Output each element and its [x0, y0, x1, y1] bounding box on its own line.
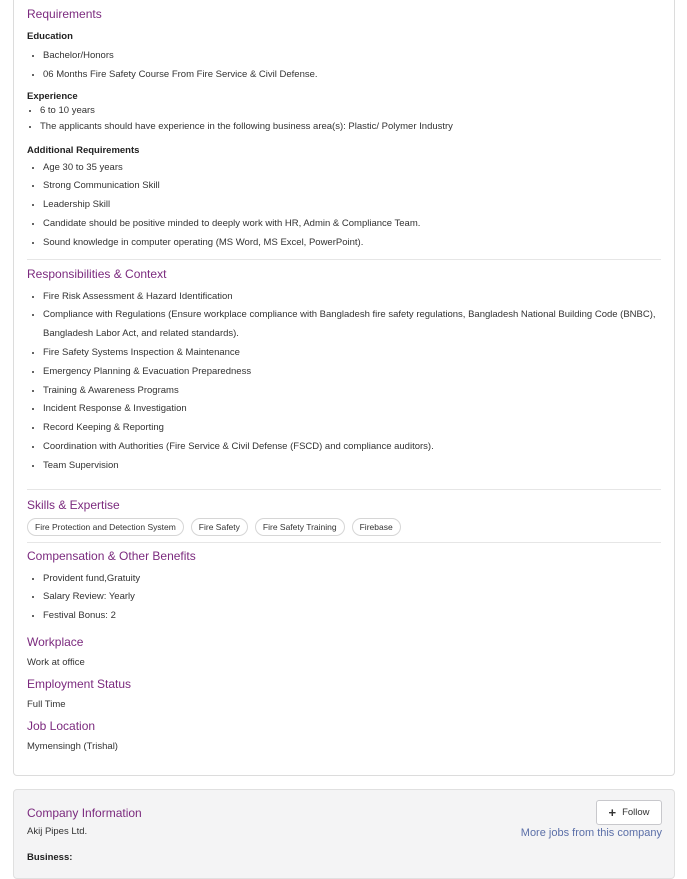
responsibilities-list	[27, 288, 661, 476]
workplace-section	[27, 634, 661, 670]
responsibilities-title: Responsibilities & Context	[27, 266, 167, 281]
workplace-title: Workplace	[27, 634, 84, 649]
list-item: • Coordination with Authorities (Fire Service & Civil Defense (FSCD) and compliance auditors).	[43, 438, 661, 457]
skills-title: Skills & Expertise	[27, 497, 120, 512]
plus-icon: +	[608, 804, 617, 820]
list-item: • Sound knowledge in computer operating (MS Word, MS Excel, PowerPoint).	[43, 234, 661, 253]
education-list	[27, 47, 661, 85]
job-details-content	[27, 6, 661, 754]
section-divider	[27, 259, 661, 260]
additional-requirements-heading: Additional Requirements	[27, 144, 140, 156]
section-divider	[27, 542, 661, 543]
compensation-section	[27, 548, 661, 626]
workplace-value: Work at office	[27, 656, 85, 668]
list-item: • Provident fund,Gratuity	[43, 570, 661, 589]
more-jobs-link[interactable]: More jobs from this company	[520, 827, 662, 839]
job-details-card	[13, 0, 675, 776]
education-heading: Education	[27, 31, 73, 42]
list-item: • Record Keeping & Reporting	[43, 419, 661, 438]
experience-list	[27, 103, 661, 135]
additional-requirements-list	[27, 159, 661, 253]
job-location-value: Mymensingh (Trishal)	[27, 740, 118, 752]
list-item: • Team Supervision	[43, 457, 661, 476]
follow-button[interactable]	[596, 800, 662, 825]
list-item: • Strong Communication Skill	[43, 177, 661, 196]
employment-status-value: Full Time	[27, 698, 66, 710]
job-location-section	[27, 718, 661, 754]
list-item: • Fire Risk Assessment & Hazard Identification	[43, 288, 661, 307]
responsibilities-section	[27, 266, 661, 476]
list-item: • Leadership Skill	[43, 196, 661, 215]
company-name: Akij Pipes Ltd.	[27, 826, 88, 837]
list-item: • 6 to 10 years	[40, 103, 661, 119]
compensation-list	[27, 570, 661, 626]
list-item: • Festival Bonus: 2	[43, 607, 661, 626]
requirements-section	[27, 6, 661, 253]
skill-chip[interactable]: Firebase	[352, 518, 401, 536]
list-item: • 06 Months Fire Safety Course From Fire Service & Civil Defense.	[43, 66, 661, 85]
experience-heading: Experience	[27, 90, 78, 102]
skill-chip[interactable]: Fire Safety	[191, 518, 248, 536]
company-info-title: Company Information	[27, 806, 142, 820]
company-info-card	[13, 789, 675, 879]
list-item: • Fire Safety Systems Inspection & Maintenance	[43, 344, 661, 363]
employment-status-title: Employment Status	[27, 676, 132, 691]
company-business-label: Business:	[27, 852, 73, 863]
list-item: • Incident Response & Investigation	[43, 400, 661, 419]
job-location-title: Job Location	[27, 718, 96, 733]
follow-button-label: Follow	[622, 807, 650, 818]
list-item: • Emergency Planning & Evacuation Preparedness	[43, 363, 661, 382]
skill-chip[interactable]: Fire Protection and Detection System	[27, 518, 184, 536]
compensation-title: Compensation & Other Benefits	[27, 548, 196, 563]
employment-status-section	[27, 676, 661, 712]
list-item: • Salary Review: Yearly	[43, 588, 661, 607]
list-item: • The applicants should have experience in the following business area(s): Plastic/ Polymer Industry	[40, 119, 661, 135]
list-item: • Compliance with Regulations (Ensure workplace compliance with Bangladesh fire safety regulations, Bangladesh National Building Code (BNBC), Bangladesh Labor Act, and related standards).	[43, 306, 661, 344]
skill-chip[interactable]: Fire Safety Training	[255, 518, 345, 536]
skills-section	[27, 497, 661, 536]
list-item: • Bachelor/Honors	[43, 47, 661, 66]
section-divider	[27, 489, 661, 490]
list-item: • Age 30 to 35 years	[43, 159, 661, 178]
list-item: • Candidate should be positive minded to deeply work with HR, Admin & Compliance Team.	[43, 215, 661, 234]
skills-chip-list	[27, 518, 661, 536]
list-item: • Training & Awareness Programs	[43, 382, 661, 401]
requirements-title: Requirements	[27, 7, 102, 21]
